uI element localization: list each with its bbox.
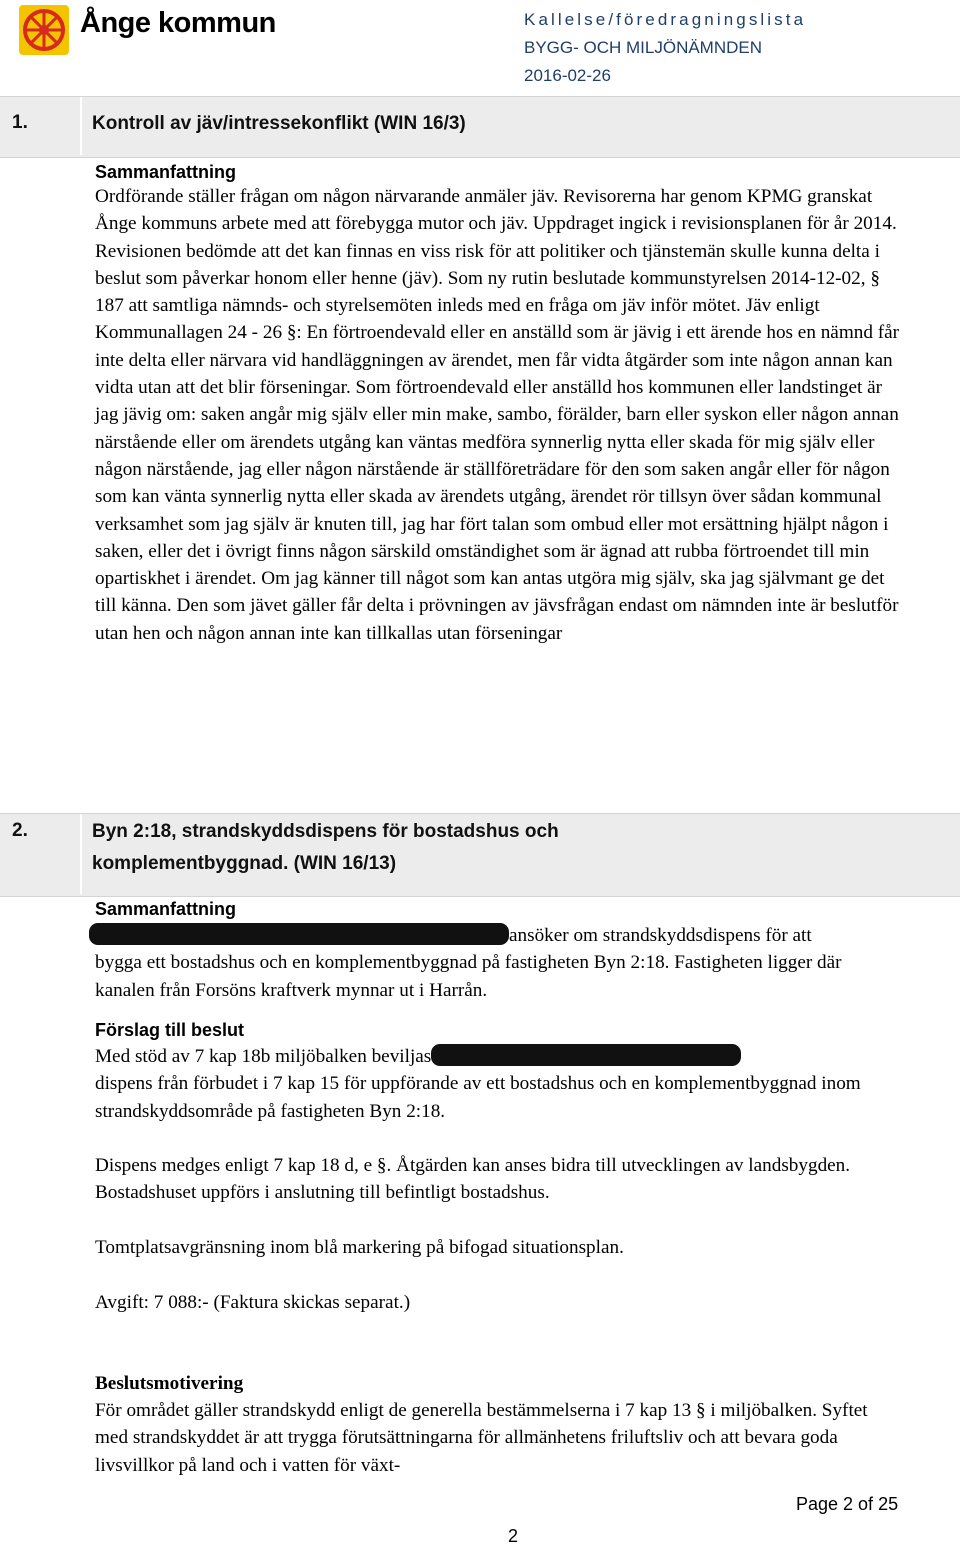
brand-name: Ånge kommun <box>80 7 276 39</box>
proposal-text <box>95 1043 900 1125</box>
document-type: Kallelse/föredragningslista <box>524 10 807 29</box>
section-1-divider <box>80 97 82 155</box>
section-1-number: 1. <box>12 112 28 133</box>
summary-rest: bygga ett bostadshus och en komplementbyggnad på fastigheten Byn 2:18. Fastigheten ligger där kanalen från Forsöns kraftverk mynnar ut i Harrån. <box>95 952 842 1001</box>
document-header <box>524 6 806 90</box>
fee-paragraph <box>95 1289 900 1316</box>
section-2-summary-heading: Sammanfattning <box>95 899 237 919</box>
section-2-number: 2. <box>12 820 28 841</box>
summary-paragraph: Ordförande ställer frågan om någon närvarande anmäler jäv. Revisorerna har genom KPMG granskat Ånge kommuns arbete med att förebygga mutor och jäv. Uppdraget ingick i revisionsplanen för år 2014. Revisionen bedömde att det kan finnas en viss risk för att politiker och tjänstemän skulle kunna delta i beslut som påverkar honom eller henne (jäv). Som ny rutin beslutade kommunstyrelsen 2014-12-02, § 187 att samtliga nämnds- och styrelsemöten inleds med en fråga om jäv inför mötet. Jäv enligt Kommunallagen 24 - 26 §: En förtroendevald eller en anställd som är jävig i ett ärende hos en nämnd får inte delta eller närvara vid handläggningen av ärendet, men får vidta åtgärder som inte någon annan kan vidta utan att det blir förseningar. Som förtroendevald eller anställd hos kommunen eller landstinget är jag jävig om: saken angår mig själv eller min make, sambo, förälder, barn eller syskon eller någon annan närstående eller om ärendets utgång kan väntas medföra synnerlig nytta eller skada för mig själv eller någon närstående, jag eller någon närstående är ställföreträdare för den som saken angår eller för någon som kan vänta synnerlig nytta eller skada av ärendets utgång, ärendet rör tillsyn över sådan kommunal verksamhet som jag själv är knuten till, jag har fört talan som ombud eller mot ersättning hjälpt någon i saken, eller det i övrigt finns någon särskild omständighet som är ägnad att rubba förtroendet till min opartiskhet i ärendet. Om jag känner till något som kan antas utgöra mig själv, ska jag självmant ge det till känna. Den som jävet gäller får delta i prövningen av jävsfrågan endast om nämnden inte är beslutför utan hen och någon annan inte kan tillkallas utan förseningar <box>95 186 900 644</box>
proposal-rest: dispens från förbudet i 7 kap 15 för uppförande av ett bostadshus och en komplementbyggnad inom strandskyddsområde på fastigheten Byn 2:18. <box>95 1073 861 1122</box>
tomt-paragraph <box>95 1234 900 1261</box>
redacted-recipient-name <box>431 1044 741 1066</box>
proposal-before-redaction: Med stöd av 7 kap 18b miljöbalken beviljas <box>95 1046 432 1067</box>
committee-name: BYGG- OCH MILJÖNÄMNDEN <box>524 38 763 57</box>
section-2-summary-text <box>95 922 900 1004</box>
tomt-text: Tomtplatsavgränsning inom blå markering på bifogad situationsplan. <box>95 1237 624 1258</box>
document-date: 2016-02-26 <box>524 66 611 85</box>
section-2-title-line-2: komplementbyggnad. (WIN 16/13) <box>92 853 397 874</box>
motivation-paragraph <box>95 1397 900 1479</box>
dispens-paragraph <box>95 1152 900 1207</box>
section-2-divider <box>80 814 82 894</box>
ange-kommun-logo <box>18 4 70 56</box>
section-2-title-line-1: Byn 2:18, strandskyddsdispens för bostadshus och <box>92 821 559 842</box>
summary-first-line <box>95 922 900 949</box>
motivation-text: För området gäller strandskydd enligt de generella bestämmelserna i 7 kap 13 § i miljöbalken. Syftet med strandskyddet är att trygga förutsättningarna för allmänhetens friluftsliv och att bevara goda livsvillkor på land och i vatten för växt- <box>95 1400 868 1476</box>
proposal-first-line <box>95 1043 900 1070</box>
page-counter: Page 2 of 25 <box>796 1494 899 1514</box>
page-number: 2 <box>508 1526 519 1546</box>
dispens-text: Dispens medges enligt 7 kap 18 d, e §. Åtgärden kan anses bidra till utvecklingen av landsbygden. Bostadshuset uppförs i anslutning till befintligt bostadshus. <box>95 1155 851 1204</box>
section-1-title: Kontroll av jäv/intressekonflikt (WIN 16/3) <box>92 113 466 134</box>
motivation-heading: Beslutsmotivering <box>95 1373 244 1394</box>
section-2-title <box>92 816 559 880</box>
fee-text: Avgift: 7 088:- (Faktura skickas separat.) <box>95 1292 411 1313</box>
redacted-applicant-name <box>89 923 509 945</box>
section-1-summary-heading: Sammanfattning <box>95 162 237 182</box>
section-1-summary-text <box>95 183 900 647</box>
summary-after-redaction: ansöker om strandskyddsdispens för att <box>509 925 812 946</box>
proposal-heading: Förslag till beslut <box>95 1020 245 1040</box>
